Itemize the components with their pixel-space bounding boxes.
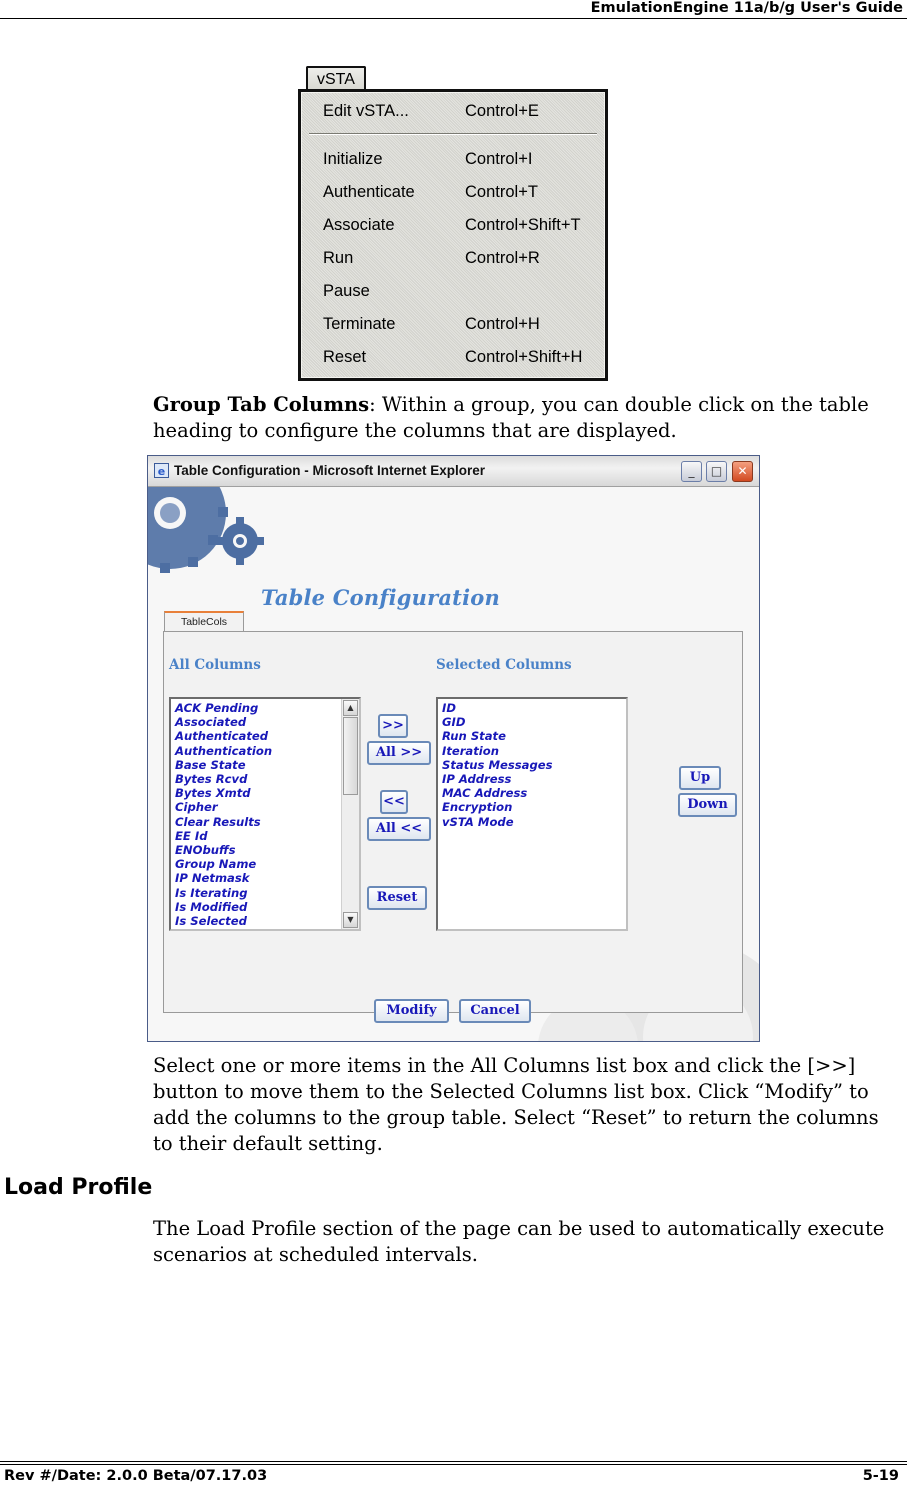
list-item[interactable]: Cipher [175,800,218,815]
selected-columns-header: Selected Columns [436,657,572,673]
footer-rule [0,1461,907,1462]
list-item[interactable]: Associated [175,715,247,730]
vsta-context-menu [298,89,608,381]
list-item[interactable]: Base State [175,757,246,772]
list-item[interactable]: Status Messages [442,757,553,772]
remove-column-button[interactable]: << [380,790,408,814]
tab-tablecols[interactable]: TableCols [164,611,244,633]
list-item[interactable]: Encryption [442,800,513,815]
window-title: Table Configuration - Microsoft Internet Explorer [174,463,486,478]
menu-shortcut: Control+I [465,150,533,168]
menu-shortcut: Control+Shift+H [465,348,583,366]
maximize-icon[interactable]: □ [706,461,727,482]
list-item[interactable]: Authenticated [175,729,269,744]
list-item[interactable]: Group Name [175,857,257,872]
page-title: Table Configuration [261,585,500,610]
menu-shortcut: Control+R [465,249,540,267]
minimize-icon[interactable]: _ [681,461,702,482]
menu-item-initialize[interactable]: Initialize [323,150,383,168]
menu-item-edit-vsta[interactable]: Edit vSTA... [323,102,409,120]
list-item[interactable]: Is Iterating [175,885,248,900]
list-item[interactable]: vSTA Mode [442,814,514,829]
select-columns-paragraph: Select one or more items in the All Columns list box and click the [>>] button to move them to the Selected Columns list box. Click “Modify” to add the columns to the group table. Select “Reset” to return the columns to their default setting. [153,1054,879,1155]
list-item[interactable]: Clear Results [175,814,261,829]
table-configuration-window [147,455,760,1042]
modify-button[interactable]: Modify [374,999,449,1023]
move-down-button[interactable]: Down [678,793,737,817]
list-item[interactable]: ENObuffs [175,843,236,858]
menu-shortcut: Control+H [465,315,540,333]
gear-logo-icon [148,487,268,597]
scroll-up-icon[interactable]: ▲ [343,700,358,716]
menu-shortcut: Control+T [465,183,538,201]
add-column-button[interactable]: >> [378,714,408,738]
header-rule [0,18,907,19]
move-up-button[interactable]: Up [679,766,721,790]
menu-shortcut: Control+Shift+T [465,216,581,234]
list-item[interactable]: IP Netmask [175,871,250,886]
menu-item-pause[interactable]: Pause [323,282,370,300]
all-columns-listbox[interactable] [169,697,361,931]
load-profile-paragraph: The Load Profile section of the page can be used to automatically execute scenarios at scheduled intervals. [153,1217,885,1266]
reset-button[interactable]: Reset [367,886,427,910]
selected-columns-listbox[interactable] [436,697,628,931]
remove-all-columns-button[interactable]: All << [367,817,431,841]
add-all-columns-button[interactable]: All >> [367,741,431,765]
all-columns-items [171,699,359,928]
window-titlebar [148,456,759,487]
list-item[interactable]: Iteration [442,743,499,758]
group-tab-columns-paragraph [153,392,898,444]
menu-item-associate[interactable]: Associate [323,216,395,234]
menu-item-reset[interactable]: Reset [323,348,367,366]
group-tab-columns-text: : Within a group, you can double click on the table heading to configure the columns that are displayed. [153,393,869,442]
group-tab-columns-heading: Group Tab Columns [153,393,370,416]
footer-page-number: 5-19 [862,1468,899,1484]
list-item[interactable]: EE Id [175,828,208,843]
list-item[interactable]: Bytes Rcvd [175,772,248,787]
footer-rule [0,1464,907,1465]
selected-columns-items [438,699,626,829]
menu-item-terminate[interactable]: Terminate [323,315,396,333]
list-item[interactable]: Is Modified [175,899,248,914]
window-content [148,487,759,1041]
menu-shortcut: Control+E [465,102,539,120]
list-item[interactable]: ID [442,701,456,715]
svg-text:e: e [157,465,166,478]
menu-separator [309,133,597,135]
all-columns-scrollbar[interactable] [341,699,359,929]
vsta-menu-tab[interactable]: vSTA [306,66,366,92]
list-item[interactable]: Is Selected [175,914,247,929]
cancel-button[interactable]: Cancel [459,999,531,1023]
list-item[interactable]: IP Address [442,772,512,787]
footer-revision: Rev #/Date: 2.0.0 Beta/07.17.03 [4,1468,268,1484]
list-item[interactable]: Bytes Xmtd [175,786,251,801]
menu-item-run[interactable]: Run [323,249,354,267]
document-header-title: EmulationEngine 11a/b/g User's Guide [590,0,903,16]
scrollbar-thumb[interactable] [343,717,358,795]
menu-item-authenticate[interactable]: Authenticate [323,183,415,201]
load-profile-heading: Load Profile [4,1175,153,1200]
list-item[interactable]: ACK Pending [175,701,259,715]
internet-explorer-icon [154,463,169,478]
list-item[interactable]: GID [442,715,466,730]
list-item[interactable]: Run State [442,729,506,744]
list-item[interactable]: Authentication [175,743,273,758]
list-item[interactable]: MAC Address [442,786,528,801]
all-columns-header: All Columns [169,657,261,673]
scroll-down-icon[interactable]: ▼ [343,912,358,928]
close-icon[interactable]: ✕ [732,461,753,482]
